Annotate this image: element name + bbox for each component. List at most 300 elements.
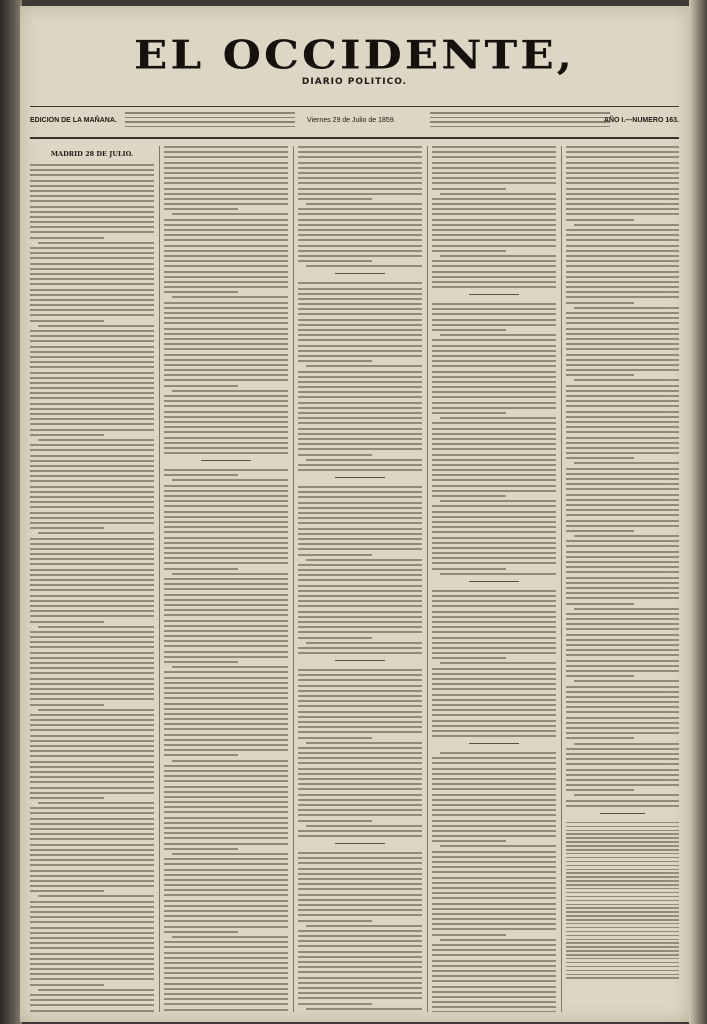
text-line [298, 381, 422, 383]
text-line [164, 609, 288, 611]
text-line [164, 552, 288, 554]
text-line [432, 835, 556, 837]
text-line [30, 781, 154, 783]
text-line [432, 198, 556, 200]
text-line [30, 538, 154, 540]
text-line [566, 876, 679, 878]
text-line [164, 780, 288, 782]
text-line [30, 372, 154, 374]
text-line [306, 459, 422, 461]
text-line [164, 369, 288, 371]
text-line [566, 213, 679, 215]
text-line [432, 511, 556, 513]
text-line [298, 288, 422, 290]
text-line [432, 208, 556, 210]
text-line [566, 509, 679, 511]
text-line [566, 229, 679, 231]
text-line [30, 973, 154, 975]
text-line [298, 669, 422, 671]
text-line [432, 464, 556, 466]
text-line [30, 875, 154, 877]
text-line [298, 182, 422, 184]
text-line [566, 865, 679, 867]
text-line [30, 968, 154, 970]
text-line [298, 778, 422, 780]
text-line [298, 611, 422, 613]
text-line [432, 355, 556, 357]
text-line [432, 531, 556, 533]
text-line [30, 942, 154, 944]
text-line [298, 156, 422, 158]
text-line [432, 485, 556, 487]
text-line [298, 966, 422, 968]
text-line [30, 610, 154, 612]
text-line [298, 637, 372, 639]
text-line [298, 914, 422, 916]
text-line [298, 491, 422, 493]
text-line [566, 915, 679, 917]
text-line [30, 911, 154, 913]
text-line [164, 526, 288, 528]
text-line [164, 490, 288, 492]
text-line [30, 351, 154, 353]
text-line [298, 873, 422, 875]
text-line [566, 322, 679, 324]
text-line [432, 219, 556, 221]
text-line [306, 265, 422, 267]
text-line [432, 213, 556, 215]
text-line [298, 820, 372, 822]
text-line [298, 188, 422, 190]
text-line [566, 447, 679, 449]
text-line [432, 918, 556, 920]
text-line [432, 276, 556, 278]
text-line [164, 359, 288, 361]
text-line [164, 338, 288, 340]
text-line [298, 773, 422, 775]
text-line [164, 718, 288, 720]
text-line [164, 869, 288, 871]
text-line [298, 747, 422, 749]
text-line [432, 396, 556, 398]
text-line [432, 887, 556, 889]
text-line [432, 923, 556, 925]
text-line [298, 386, 422, 388]
text-line [432, 856, 556, 858]
text-line [298, 198, 372, 200]
text-line [164, 343, 288, 345]
text-line [172, 390, 288, 392]
text-line [432, 683, 556, 685]
subscription-notice-left [125, 109, 295, 135]
text-line [298, 319, 422, 321]
text-line [30, 958, 154, 960]
text-line [164, 744, 288, 746]
text-line [566, 880, 679, 882]
text-line [566, 919, 679, 921]
text-line [566, 737, 634, 739]
text-line [432, 866, 556, 868]
text-line [566, 977, 679, 979]
text-line [30, 268, 154, 270]
text-line [164, 317, 288, 319]
text-line [30, 683, 154, 685]
text-line [574, 743, 679, 745]
text-line [30, 522, 154, 524]
text-line [432, 647, 556, 649]
text-line [432, 928, 556, 930]
text-line [30, 631, 154, 633]
text-line [30, 672, 154, 674]
text-line [30, 527, 104, 529]
text-line [432, 365, 556, 367]
text-line [298, 752, 422, 754]
text-line [432, 505, 556, 507]
text-line [566, 962, 679, 964]
text-line [432, 709, 556, 711]
text-line [432, 991, 556, 993]
text-line [566, 884, 679, 886]
text-line [164, 620, 288, 622]
text-line [566, 727, 679, 729]
text-line [298, 726, 422, 728]
text-line [574, 608, 679, 610]
text-line [566, 845, 679, 847]
text-line [432, 809, 556, 811]
text-line [298, 528, 422, 530]
text-line [164, 364, 288, 366]
text-line [30, 449, 154, 451]
text-line [432, 605, 556, 607]
text-line [30, 729, 154, 731]
text-line [30, 164, 154, 166]
text-line [432, 260, 556, 262]
text-line [566, 338, 679, 340]
text-line [298, 721, 422, 723]
text-line [298, 982, 422, 984]
newspaper-title: EL OCCIDENTE, [133, 32, 576, 79]
text-line [298, 564, 422, 566]
text-line [432, 239, 556, 241]
text-line [566, 753, 679, 755]
text-line [566, 634, 679, 636]
text-line [566, 281, 679, 283]
text-line [298, 737, 372, 739]
text-line [30, 579, 154, 581]
text-line [432, 188, 506, 190]
text-line [566, 354, 679, 356]
text-line [566, 789, 634, 791]
text-line [298, 146, 422, 148]
text-line [164, 193, 288, 195]
text-line [432, 469, 556, 471]
text-line [432, 735, 556, 737]
text-line [164, 645, 288, 647]
text-line [566, 545, 679, 547]
text-line [30, 382, 154, 384]
text-line [298, 868, 422, 870]
text-line [432, 714, 556, 716]
text-line [440, 193, 556, 195]
text-line [298, 799, 422, 801]
text-line [298, 193, 422, 195]
text-line [164, 208, 238, 210]
text-line [566, 276, 679, 278]
text-line [432, 182, 556, 184]
text-line [432, 934, 506, 936]
text-line [164, 770, 288, 772]
text-line [574, 535, 679, 537]
text-line [164, 229, 288, 231]
text-line [566, 566, 679, 568]
text-line [164, 843, 288, 845]
text-line [566, 245, 679, 247]
text-line [566, 271, 679, 273]
text-line [164, 203, 288, 205]
text-line [432, 621, 556, 623]
text-line [164, 708, 288, 710]
text-line [298, 951, 422, 953]
text-line [164, 905, 288, 907]
masthead [20, 30, 689, 87]
text-line [164, 395, 288, 397]
text-line [432, 877, 556, 879]
text-line [432, 1006, 556, 1008]
text-line [30, 937, 154, 939]
text-line [566, 468, 679, 470]
text-line [30, 600, 154, 602]
text-line [566, 935, 679, 937]
text-line [432, 600, 556, 602]
text-line [30, 496, 154, 498]
text-line [298, 569, 422, 571]
text-line [566, 488, 679, 490]
text-line [164, 651, 288, 653]
text-line [298, 814, 422, 816]
text-line [164, 765, 288, 767]
text-line [566, 665, 679, 667]
text-line [566, 530, 634, 532]
text-line [566, 722, 679, 724]
text-line [566, 483, 679, 485]
text-line [30, 470, 154, 472]
text-line [30, 978, 154, 980]
text-line [30, 906, 154, 908]
text-line [469, 743, 519, 744]
text-line [440, 500, 556, 502]
column-heading: MADRID 28 DE JULIO. [50, 150, 134, 158]
text-line [164, 728, 288, 730]
text-line [164, 578, 288, 580]
text-line [164, 630, 288, 632]
text-line [298, 224, 422, 226]
text-line [172, 666, 288, 668]
text-line [432, 794, 556, 796]
text-line [432, 203, 556, 205]
text-line [164, 437, 288, 439]
text-line [164, 354, 288, 356]
text-line [432, 678, 556, 680]
text-line [432, 271, 556, 273]
text-line [38, 532, 154, 534]
text-line [30, 548, 154, 550]
text-line [30, 278, 154, 280]
text-line [574, 680, 679, 682]
text-line [30, 595, 154, 597]
article-columns [30, 146, 679, 1012]
text-line [164, 863, 288, 865]
text-line [566, 250, 679, 252]
text-line [164, 754, 238, 756]
text-line [164, 900, 288, 902]
text-line [30, 584, 154, 586]
text-line [30, 890, 104, 892]
text-line [298, 621, 422, 623]
subscription-notice-right [430, 109, 610, 135]
text-line [30, 812, 154, 814]
text-line [432, 861, 556, 863]
text-line [164, 739, 288, 741]
text-line [432, 281, 556, 283]
text-line [164, 416, 288, 418]
text-line [566, 892, 679, 894]
issue-date: Viernes 29 de Julio de 1859. [307, 117, 396, 124]
text-line [298, 830, 422, 832]
text-line [164, 307, 288, 309]
text-line [30, 174, 154, 176]
text-line [566, 312, 679, 314]
text-line [566, 198, 679, 200]
text-line [432, 730, 556, 732]
text-line [432, 913, 556, 915]
text-line [30, 854, 154, 856]
text-line [30, 636, 154, 638]
text-line [566, 234, 679, 236]
text-line [432, 402, 556, 404]
text-line [566, 779, 679, 781]
text-line [298, 239, 422, 241]
text-line [432, 391, 556, 393]
text-line [432, 245, 556, 247]
text-line [30, 283, 154, 285]
text-line [298, 407, 422, 409]
text-line [30, 792, 154, 794]
text-line [432, 156, 556, 158]
text-line [566, 826, 679, 828]
text-line [298, 298, 422, 300]
text-line [298, 260, 372, 262]
text-line [298, 888, 422, 890]
text-line [298, 548, 422, 550]
text-line [432, 516, 556, 518]
text-line [298, 229, 422, 231]
text-line [30, 335, 154, 337]
text-line [566, 431, 679, 433]
text-line [164, 151, 288, 153]
text-line [566, 514, 679, 516]
text-line [30, 678, 154, 680]
column-rule [427, 146, 428, 1012]
text-line [298, 997, 422, 999]
text-line [298, 652, 422, 654]
text-line [566, 317, 679, 319]
text-line [30, 771, 154, 773]
text-line [566, 872, 679, 874]
text-line [566, 172, 679, 174]
text-line [298, 794, 422, 796]
issue-number: AÑO I.—NUMERO 163. [603, 117, 679, 124]
text-line [432, 490, 556, 492]
text-line [432, 762, 556, 764]
text-line [30, 304, 154, 306]
text-line [566, 911, 679, 913]
text-line [298, 894, 422, 896]
text-line [574, 379, 679, 381]
text-line [164, 188, 288, 190]
text-line [298, 971, 422, 973]
text-line [566, 675, 634, 677]
text-line [566, 758, 679, 760]
text-line [566, 504, 679, 506]
text-line [432, 954, 556, 956]
text-line [432, 443, 556, 445]
text-line [566, 395, 679, 397]
text-line [30, 475, 154, 477]
text-line [30, 657, 154, 659]
text-line [164, 734, 288, 736]
text-line [298, 909, 422, 911]
text-line [30, 480, 154, 482]
text-line [566, 706, 679, 708]
text-line [164, 568, 238, 570]
text-line [432, 250, 506, 252]
text-line [335, 660, 385, 661]
text-line [30, 994, 154, 996]
text-line [164, 811, 288, 813]
text-line [432, 725, 556, 727]
text-line [30, 418, 154, 420]
text-line [164, 495, 288, 497]
text-line [298, 350, 422, 352]
text-line [164, 998, 288, 1000]
text-line [164, 198, 288, 200]
text-line [30, 273, 154, 275]
text-line [298, 345, 422, 347]
text-line [566, 151, 679, 153]
text-line [566, 950, 679, 952]
text-line [566, 618, 679, 620]
text-line [30, 667, 154, 669]
text-line [30, 377, 154, 379]
text-line [30, 574, 154, 576]
text-line [298, 835, 422, 837]
text-line [30, 403, 154, 405]
text-line [298, 783, 422, 785]
text-line [298, 940, 422, 942]
text-line [432, 339, 556, 341]
text-line [298, 945, 422, 947]
text-line [164, 182, 288, 184]
text-line [298, 543, 422, 545]
text-line [164, 967, 288, 969]
text-line [30, 366, 154, 368]
text-line [164, 931, 238, 933]
text-line [298, 757, 422, 759]
text-line [164, 500, 288, 502]
text-line [432, 381, 556, 383]
text-line [30, 356, 154, 358]
text-line [30, 226, 154, 228]
